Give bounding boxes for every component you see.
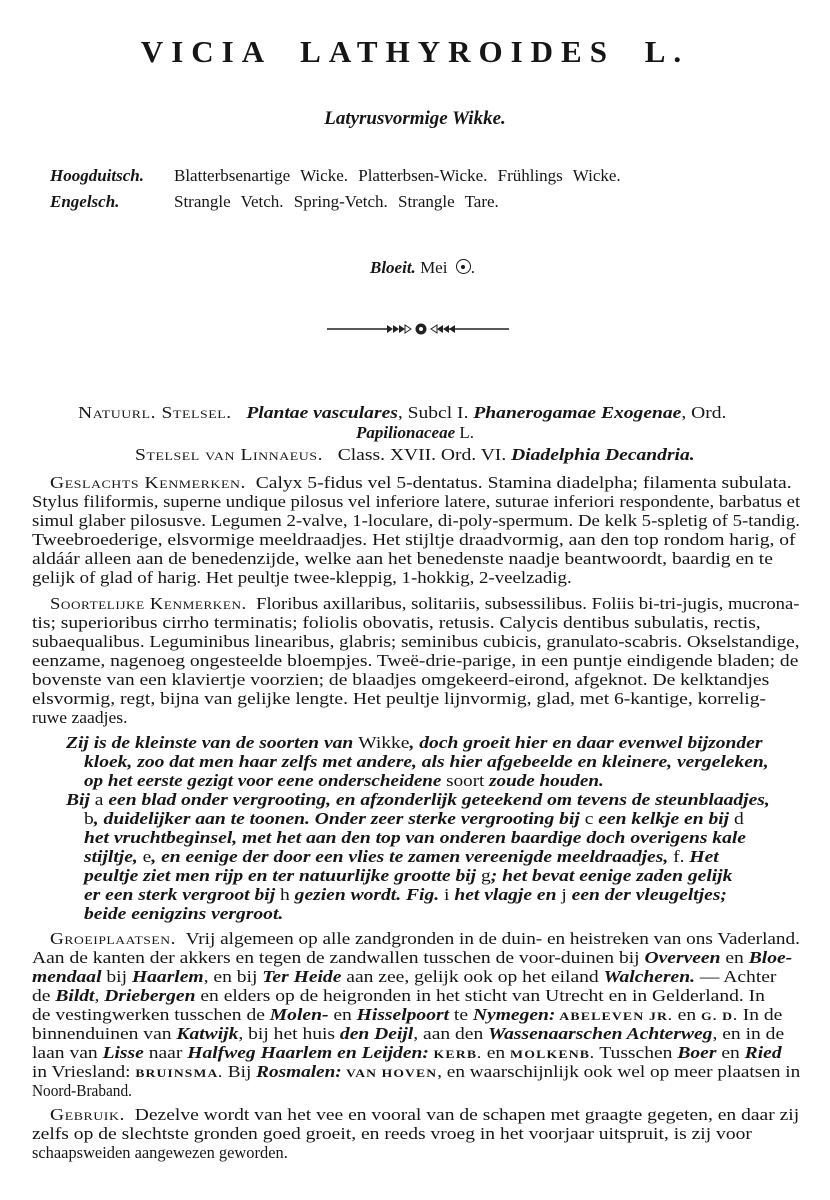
text: In de	[737, 1005, 783, 1024]
text: e	[142, 847, 152, 866]
habitat-line	[32, 1025, 784, 1043]
text: a	[94, 790, 104, 809]
italic-text: Wassenaarschen Achterweg	[488, 1024, 713, 1043]
italic-text: Haarlem	[131, 967, 204, 986]
text: binnenduinen van	[32, 1024, 177, 1043]
text: , en bij	[203, 967, 263, 986]
italic-text: gezien wordt. Fig.	[289, 885, 445, 904]
text: Wikke	[358, 733, 410, 752]
italic-text: peultje ziet men rijp en ter natuurlijke grootte bij	[84, 866, 482, 885]
text: te	[449, 1005, 473, 1024]
annual-sun-icon	[456, 259, 471, 274]
text: tis; superioribus cirrho terminatis; foliolis obovatis, retusis. Calycis dentibus subulatis, rectis,	[32, 613, 761, 632]
italic-text: een blad onder vergrooting, en afzonderlijk geteekend om tevens de steunblaadjes,	[103, 790, 770, 809]
language-label-german: Hoogduitsch.	[50, 166, 144, 185]
text: Noord-Braband.	[32, 1081, 132, 1100]
italic-text: , doch groeit hier en daar evenwel bijzonder	[409, 733, 763, 752]
remarks-line	[66, 734, 762, 752]
habitat-label: Groeiplaatsen.	[50, 929, 176, 948]
genus-characters-line	[32, 512, 800, 530]
text: bovenste van een klaviertje voorzien; de blaadjes omgekeerd-eirond, afgeknot. De kelktandjes	[32, 670, 770, 689]
remarks-line	[84, 810, 744, 828]
italic-text: Overveen	[644, 948, 721, 967]
text: j	[561, 885, 567, 904]
genus-characters-line	[32, 550, 773, 568]
italic-text: mendaal	[32, 967, 102, 986]
text: , aan den	[413, 1024, 489, 1043]
italic-text: Bildt	[55, 986, 95, 1005]
habitat-line	[32, 1082, 132, 1100]
text: elsvormig, regt, bijna van gelijke lengte. Het peultje lijnvormig, glad, met 6-kantige, korrelig-	[32, 689, 767, 708]
dutch-common-name: Latyrusvormige Wikke.	[324, 108, 506, 129]
habitat-line	[32, 949, 792, 967]
text: laan van	[32, 1043, 103, 1062]
italic-text: Phanerogamae Exogenae	[473, 403, 682, 422]
italic-text: Plantae vasculares	[246, 403, 398, 422]
species-characters-line	[50, 595, 800, 613]
text: Bij	[222, 1062, 257, 1081]
text: , bij het huis	[238, 1024, 340, 1043]
text: ruwe zaadjes.	[32, 708, 128, 727]
habitat-line	[32, 1006, 782, 1024]
text: d	[734, 809, 744, 828]
species-characters-line	[32, 633, 799, 651]
italic-text: Nymegen:	[472, 1005, 556, 1024]
text: en	[720, 948, 749, 967]
author-name: BRUINSMA.	[135, 1066, 223, 1080]
text: Stylus filiformis, superne undique pilosus vel inferiore latere, suturae inferiori respondente, barbatus et	[32, 492, 801, 511]
species-characters-line	[32, 709, 128, 727]
language-label-english: Engelsch.	[50, 192, 120, 211]
italic-text: er een sterk vergroot bij	[84, 885, 281, 904]
text: , Ord.	[681, 403, 727, 422]
text: bij	[101, 967, 132, 986]
italic-text: den Deijl	[339, 1024, 414, 1043]
italic-text: een kelkje en bij	[593, 809, 735, 828]
species-title: VICIA LATHYROIDES L.	[140, 34, 690, 69]
text: f.	[673, 847, 685, 866]
species-characters-line	[32, 652, 798, 670]
natural-system-label: Natuurl. Stelsel.	[78, 403, 232, 422]
italic-text: Boer	[677, 1043, 717, 1062]
text: de	[32, 986, 56, 1005]
italic-text: Zij is de kleinste van de soorten van	[66, 733, 359, 752]
remarks-line	[84, 905, 283, 923]
text: zelfs op de slechtste gronden goed groeit, en reeds vroeg in het voorjaar uitspruit, is zij voor	[32, 1124, 752, 1143]
natural-system-family	[0, 424, 830, 442]
italic-text: een der vleugeltjes;	[566, 885, 727, 904]
remarks-line	[84, 886, 727, 904]
text: Aan de kanten der akkers en tegen de zandwallen tusschen de voor-duinen bij	[32, 948, 645, 967]
natural-system-text	[246, 403, 726, 422]
text: Calyx 5-fidus vel 5-dentatus. Stamina diadelpha; filamenta subulata.	[255, 473, 792, 492]
remarks-line	[84, 867, 732, 885]
text: Class. XVII. Ord. VI.	[337, 445, 512, 464]
habitat-line	[50, 930, 800, 948]
italic-text: , en eenige der door een vlies te zamen vereenigde meeldraadjes,	[151, 847, 674, 866]
italic-text: Diadelphia Decandria.	[511, 445, 695, 464]
italic-text: het vruchtbeginsel, met het aan den top van onderen baardige doch overigens kale	[84, 828, 746, 847]
remarks-line	[66, 791, 770, 809]
italic-text: Ter Heide	[262, 967, 342, 986]
habitat-line	[32, 1063, 800, 1081]
author-name: G. D.	[701, 1009, 738, 1023]
text: en	[328, 1005, 357, 1024]
genus-characters-line	[50, 474, 792, 492]
text: en elders op de heigronden in het sticht van Utrecht en in Gelderland. In	[195, 986, 765, 1005]
text: g	[481, 866, 491, 885]
english-names: Strangle Vetch. Spring-Vetch. Strangle Tare.	[174, 192, 499, 211]
italic-text: Molen-	[269, 1005, 329, 1024]
genus-characters-line	[32, 493, 800, 511]
text: en	[672, 1005, 702, 1024]
habitat-line	[32, 1044, 782, 1062]
remarks-line	[84, 848, 719, 866]
italic-text: , duidelijker aan te toonen. Onder zeer sterke vergrooting bij	[93, 809, 585, 828]
italic-text: Bij	[66, 790, 95, 809]
italic-text: stijltje,	[84, 847, 143, 866]
italic-text: op het eerste gezigt voor eene onderscheidene	[84, 771, 447, 790]
author-name: VAN HOVEN	[341, 1066, 438, 1080]
italic-text: Papilionaceae	[355, 423, 456, 442]
text: Dezelve wordt van het vee en vooral van de schapen met graagte gegeten, en daar zij	[134, 1105, 800, 1124]
text: L.	[455, 423, 475, 442]
italic-text: Lisse	[102, 1043, 144, 1062]
text: gelijk of glad of harig. Het peultje twee-kleppig, 1-hokkig, 2-veelzadig.	[32, 568, 572, 587]
italic-text: Walcheren.	[603, 967, 696, 986]
period: .	[470, 258, 475, 277]
text: naar	[143, 1043, 188, 1062]
flowering-line	[370, 258, 475, 278]
text: ,	[94, 986, 105, 1005]
species-characters-line	[32, 671, 769, 689]
italic-text: Driebergen	[104, 986, 196, 1005]
italic-text: Bloe-	[748, 948, 793, 967]
italic-text: Rosmalen:	[256, 1062, 342, 1081]
italic-text: Het	[684, 847, 719, 866]
usage-line	[32, 1125, 752, 1143]
linnaeus-system-text	[338, 445, 695, 464]
author-name: ABELEVEN JR.	[555, 1009, 673, 1023]
remarks-line	[84, 829, 746, 847]
usage-line	[32, 1144, 288, 1162]
text: in Vriesland:	[32, 1062, 136, 1081]
italic-text: Halfweg Haarlem en Leijden:	[187, 1043, 429, 1062]
habitat-line	[32, 968, 776, 986]
italic-text: ; het bevat eenige zaden gelijk	[490, 866, 733, 885]
italic-text: Katwijk	[176, 1024, 239, 1043]
text: de vestingwerken tusschen de	[32, 1005, 270, 1024]
text: subaequalibus. Leguminibus linearibus, glabris; seminibus cubicis, granulato-scabris. Okselstandige,	[32, 632, 800, 651]
remarks-line	[84, 772, 604, 790]
text: i	[444, 885, 450, 904]
text: schaapsweiden aangewezen geworden.	[32, 1143, 288, 1162]
flowering-label: Bloeit.	[370, 258, 416, 277]
linnaeus-system-line	[135, 446, 695, 464]
text: soort	[446, 771, 485, 790]
text: eenzame, nagenoeg ongesteelde bloempjes. Tweë-drie-parige, in een puntje eindigende bladen; de	[32, 651, 799, 670]
species-characters-line	[32, 614, 761, 632]
italic-text: kloek, zoo dat men haar zelfs met andere, als hier afgebeelde en kleinere, vergeleken,	[84, 752, 769, 771]
species-characters-line	[32, 690, 766, 708]
text: , en in de	[712, 1024, 785, 1043]
text: , Subcl I.	[397, 403, 474, 422]
text: Floribus axillaribus, solitariis, subsessilibus. Foliis bi-tri-jugis, mucrona-	[256, 594, 800, 613]
remarks-line	[84, 753, 769, 771]
italic-text: het vlagje en	[449, 885, 562, 904]
text: — Achter	[695, 967, 777, 986]
linnaeus-system-label: Stelsel van Linnaeus.	[135, 445, 324, 464]
text: Tweebroederige, elsvormige meeldraadjes. Het stijltje draadvormig, aan den top rondom harig, of	[32, 530, 796, 549]
italic-text: zoude houden.	[484, 771, 604, 790]
usage-label: Gebruik.	[50, 1105, 125, 1124]
text: Vrij algemeen op alle zandgronden in de duin- en heistreken van ons Vaderland.	[185, 929, 800, 948]
german-names: Blatterbsenartige Wicke. Platterbsen-Wicke. Frühlings Wicke.	[174, 166, 621, 185]
italic-text: beide eenigzins vergroot.	[84, 904, 284, 923]
habitat-line	[32, 987, 765, 1005]
text: en	[716, 1043, 745, 1062]
author-name: KERB.	[428, 1047, 482, 1061]
species-characters-label: Soortelijke Kenmerken.	[50, 594, 247, 613]
genus-characters-label: Geslachts Kenmerken.	[50, 473, 246, 492]
author-name: MOLKENB.	[510, 1047, 595, 1061]
text: c	[584, 809, 594, 828]
text: , en waarschijnlijk ook wel op meer plaatsen in	[437, 1062, 801, 1081]
italic-text: Ried	[744, 1043, 782, 1062]
text: en	[481, 1043, 511, 1062]
flowering-month: Mei	[420, 258, 448, 277]
natural-system-line	[78, 404, 726, 422]
text: b	[84, 809, 94, 828]
genus-characters-line	[32, 569, 572, 587]
text: aldáár alleen aan de benedenzijde, welke aan het benedenste naadje beantwoordt, baardig en te	[32, 549, 773, 568]
ornament-divider-icon	[325, 322, 511, 336]
genus-characters-line	[32, 531, 796, 549]
usage-line	[50, 1106, 799, 1124]
text: Tusschen	[594, 1043, 678, 1062]
text: aan zee, gelijk ook op het eiland	[341, 967, 604, 986]
text: h	[280, 885, 290, 904]
text: simul glaber pilosusve. Legumen 2-valve, 1-loculare, di-poly-spermum. De kelk 5-spletig of 5-tandig.	[32, 511, 801, 530]
italic-text: Hisselpoort	[356, 1005, 450, 1024]
